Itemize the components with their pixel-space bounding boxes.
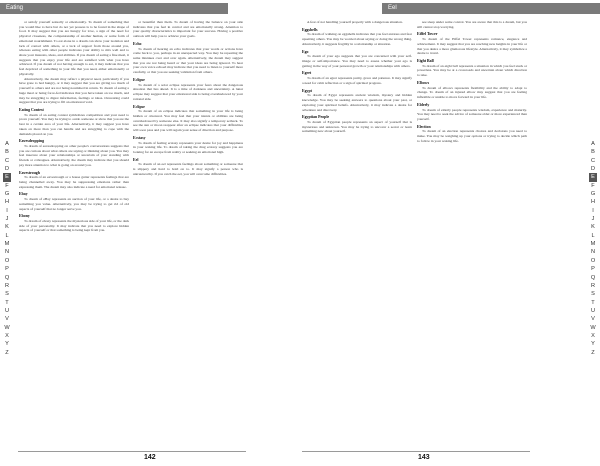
entry-paragraph: Alternatively, the dream may reflect a physical need, particularly if you have gone to bed hungry, or it may suggest that you are giving too much of yourself to others and are not being nourished in return. To dream of eating a huge meal or being force-fed indicates that you have taken on too much, and may be struggling to digest information, feelings or ideas. Overeating could suggest that you are trying to fill an emotional void. bbox=[19, 76, 129, 105]
entry-heading: Ego bbox=[302, 49, 309, 54]
alphabet-letter-y: Y bbox=[5, 341, 9, 348]
entry-paragraph: A fear of not handling yourself properly with a dangerous situation. bbox=[307, 20, 403, 24]
alphabet-letter-j: J bbox=[5, 216, 9, 223]
text-column-1 bbox=[19, 20, 129, 233]
entry-paragraph: To dream of an eight ball represents a situation in which you feel stuck or powerless. You may be at a crossroads and uncertain about which direction to take. bbox=[417, 63, 527, 78]
alphabet-letter-y: Y bbox=[591, 341, 595, 348]
alphabet-letter-z: Z bbox=[5, 349, 9, 356]
entry-paragraph: see sleep under some control. You are aware that this is a dream, but you still cannot stop worrying. bbox=[417, 20, 527, 29]
entry-heading: Egyptian People bbox=[302, 115, 330, 120]
alphabet-letter-g: G bbox=[4, 191, 10, 198]
alphabet-letter-c: C bbox=[590, 157, 596, 164]
entry-heading: Eiffel Tower bbox=[417, 32, 438, 37]
entry-paragraph: To dream of an eavestrough or a house gutter represents feelings that are being channelled away. You may be suppressing emotions rather than expressing them. The dream may also indicate a need for emotional release. bbox=[19, 175, 129, 189]
alphabet-letter-v: V bbox=[5, 316, 9, 323]
alphabet-letter-e: E bbox=[589, 173, 597, 181]
entry-heading: Echo bbox=[133, 41, 142, 46]
text-column-2 bbox=[417, 20, 527, 144]
entry-paragraph: To dream of eBay represents an auction of your life, or a desire to buy something you value. Alternatively, you may be trying to get rid of old aspects of yourself that no longer serve you. bbox=[19, 197, 129, 211]
alphabet-letter-b: B bbox=[5, 149, 9, 156]
entry-paragraph: To dream of Egypt represents ancient wisdom, mystery and hidden knowledge. You may be seeking answers to questions about your past, or exploring your spiritual beliefs. Alternatively, it may indicate a desire for adventure and discovery. bbox=[302, 93, 412, 112]
entry-paragraph: or satisfy yourself sexually or emotionally. To dream of something that you would like to have but do not yet possess is to be found in the shape of food. It may suggest that you are hungry for love, a sign of the need for physical closeness, the companionship of another human, or some form of emotional nourishment. To eat alone in a dream can show your isolation and lack of contact with others, or a lack of support from those around you, whereas eating with other people indicates your ability to mix well and to share your interests, ideas, and abilities. If you dream of eating a fine meal, it suggests that you enjoy your life and are satisfied with what you have achieved. If you dream of not having enough to eat, it may indicate that you feel deprived of something in your life that you need, either emotionally or physically. bbox=[19, 20, 129, 76]
alphabet-letter-z: Z bbox=[591, 349, 595, 356]
entry-heading: Ebony bbox=[19, 214, 30, 219]
alphabet-letter-d: D bbox=[590, 166, 596, 173]
page-number: 143 bbox=[418, 454, 430, 461]
alphabet-letter-i: I bbox=[6, 207, 8, 214]
entry-paragraph: or beautiful than them. To dream of having the balance on your side indicates that you feel in control and are emotionally strong. Attention to your quality characteristics is important for your success. Having a positive outlook will help you to achieve your goals. bbox=[133, 20, 243, 39]
alphabet-letter-v: V bbox=[591, 316, 595, 323]
alphabet-letter-x: X bbox=[591, 332, 595, 339]
alphabet-letter-u: U bbox=[590, 307, 596, 314]
entry-heading: Eggshells bbox=[302, 27, 318, 32]
entry-paragraph: To dream of walking on eggshells indicates that you feel anxious and fear upsetting others. You may be worried about saying or doing the wrong thing. Alternatively, it suggests fragility in a relationship or situation. bbox=[302, 32, 412, 46]
entry-paragraph: To dream of a solar eclipse represents your fears about the dangerous situation that lies ahead. It is a time of darkness and uncertainty. A lunar eclipse may suggest that your emotional side is being overshadowed by your rational side. bbox=[133, 82, 243, 101]
alphabet-letter-t: T bbox=[591, 299, 595, 306]
entry-paragraph: To dream of an eating contest symbolizes competition and your need to prove yourself. You may be trying to outdo someone or show that you are the best in a certain area of your life. Alternatively, it may suggest you have taken on more than you can handle and are struggling to cope with the demands placed on you. bbox=[19, 112, 129, 136]
alphabet-letter-x: X bbox=[5, 332, 9, 339]
alphabet-letter-f: F bbox=[5, 182, 9, 189]
entry-heading: Election bbox=[417, 124, 431, 129]
alphabet-letter-t: T bbox=[5, 299, 9, 306]
entry-heading: Eating Contest bbox=[19, 107, 44, 112]
alphabet-letter-n: N bbox=[590, 249, 596, 256]
running-header: Eel bbox=[382, 3, 600, 14]
entry-paragraph: To dream of the Eiffel Tower represents romance, elegance and achievement. It may suggest that you are reaching new heights in your life or that you desire a more glamorous lifestyle. Alternatively, it may symbolize a desire to travel. bbox=[417, 37, 527, 56]
alphabet-letter-o: O bbox=[590, 257, 596, 264]
alphabet-letter-m: M bbox=[4, 241, 10, 248]
alphabet-letter-r: R bbox=[590, 282, 596, 289]
alphabet-letter-k: K bbox=[591, 224, 595, 231]
text-column-2 bbox=[133, 20, 243, 177]
alphabet-letter-q: Q bbox=[590, 274, 596, 281]
alphabet-letter-l: L bbox=[5, 232, 9, 239]
entry-paragraph: To dream of feeling ecstasy represents your desire for joy and happiness in your waking life. To dream of taking the drug ecstasy suggests you are looking for an escape from reality or seeking an emotional high. bbox=[133, 140, 243, 154]
entry-heading: Eavestrough bbox=[19, 170, 40, 175]
alphabet-letter-s: S bbox=[5, 291, 9, 298]
entry-paragraph: To dream of your ego suggests that you are concerned with your self-image or self-importance. You may need to assess whether your ego is getting in the way of your personal growth or your relationships with others. bbox=[302, 54, 412, 68]
alphabet-letter-k: K bbox=[5, 224, 9, 231]
alphabet-letter-m: M bbox=[590, 241, 596, 248]
entry-paragraph: To dream of elbows represents flexibility and the ability to adapt to change. To dream of an injured elbow may suggest that you are feeling inflexible or unable to move forward in your life. bbox=[417, 85, 527, 100]
entry-paragraph: To dream of an eclipse indicates that something in your life is being hidden or obscured. You may feel that your talents or abilities are being overshadowed by someone else. It may also signify a temporary setback. To see the sun or moon reappear after an eclipse indicates that your difficulties will soon pass and you will regain your sense of direction and purpose. bbox=[133, 109, 243, 133]
entry-heading: Egypt bbox=[302, 88, 312, 93]
alphabet-letter-a: A bbox=[591, 141, 595, 147]
alphabet-letter-f: F bbox=[591, 182, 595, 189]
page-number: 142 bbox=[144, 454, 156, 461]
entry-heading: Elderly bbox=[417, 102, 430, 107]
alphabet-letter-g: G bbox=[590, 191, 596, 198]
entry-heading: Eight Ball bbox=[417, 59, 434, 64]
alphabet-letter-w: W bbox=[4, 324, 10, 331]
entry-paragraph: To dream of elderly people represents wisdom, experience and maturity. You may need to seek the advice of someone older or more experienced than yourself. bbox=[417, 107, 527, 121]
entry-heading: Eel bbox=[133, 157, 139, 162]
alphabet-letter-j: J bbox=[591, 216, 595, 223]
entry-heading: Eclipse bbox=[133, 77, 145, 82]
alphabet-letter-i: I bbox=[592, 207, 594, 214]
alphabet-letter-d: D bbox=[4, 166, 10, 173]
entry-paragraph: To dream of an election represents choices and decisions you need to make. You may be weighing up your options or trying to decide which path to follow in your waking life. bbox=[417, 129, 527, 143]
entry-paragraph: To dream of Egyptian people represents an aspect of yourself that is mysterious and unknown. You may be trying to uncover a secret or learn something new about yourself. bbox=[302, 119, 412, 134]
alphabet-letter-h: H bbox=[590, 199, 596, 206]
entry-heading: Egret bbox=[302, 71, 312, 76]
alphabet-letter-a: A bbox=[5, 141, 9, 147]
alphabet-letter-b: B bbox=[591, 149, 595, 156]
alphabet-letter-w: W bbox=[590, 324, 596, 331]
alphabet-letter-n: N bbox=[4, 249, 10, 256]
alphabet-letter-q: Q bbox=[4, 274, 10, 281]
alphabet-letter-u: U bbox=[4, 307, 10, 314]
alphabet-letter-o: O bbox=[4, 257, 10, 264]
entry-paragraph: To dream of an egret represents purity, grace and patience. It may signify a need for calm reflection or a sign of spiritual progress. bbox=[302, 76, 412, 85]
alphabet-index-right bbox=[589, 140, 597, 357]
alphabet-letter-p: P bbox=[591, 266, 595, 273]
running-header: Eating bbox=[0, 3, 228, 14]
right-page bbox=[300, 0, 600, 466]
alphabet-letter-s: S bbox=[591, 291, 595, 298]
entry-paragraph: To dream of hearing an echo indicates that your words or actions have come back to you, perhaps in an unexpected way. You may be repeating the same mistakes over and over again. Alternatively, the dream may suggest that you are not being heard or that your ideas are being ignored. To hear your own voice echoed may indicate that you need to listen to yourself more carefully, or that you are seeking validation from others. bbox=[133, 46, 243, 75]
entry-heading: Eavesdropping bbox=[19, 139, 45, 144]
entry-paragraph: To dream of ebony represents the mysterious side of your life, or the dark side of your personality. It may indicate that you need to explore hidden aspects of yourself or that something is being kept from you. bbox=[19, 219, 129, 233]
alphabet-letter-h: H bbox=[4, 199, 10, 206]
alphabet-letter-c: C bbox=[4, 157, 10, 164]
footer-rule bbox=[302, 451, 530, 452]
entry-heading: Ecstasy bbox=[133, 135, 146, 140]
footer-rule bbox=[18, 451, 246, 452]
entry-heading: Elbows bbox=[417, 80, 430, 85]
alphabet-letter-p: P bbox=[5, 266, 9, 273]
text-column-1 bbox=[302, 20, 412, 134]
alphabet-letter-l: L bbox=[591, 232, 595, 239]
entry-heading: Ebay bbox=[19, 192, 28, 197]
alphabet-letter-r: R bbox=[4, 282, 10, 289]
alphabet-index-left bbox=[3, 140, 11, 357]
entry-paragraph: To dream of an eel represents feelings about something or someone that is slippery and hard to hold on to. It may signify a person who is untrustworthy. If you catch the eel, you will overcome difficulties. bbox=[133, 162, 243, 176]
entry-paragraph: To dream of eavesdropping on other people's conversations suggests that you are curious about what others are saying or thinking about you. You may feel insecure about your relationships or uncertain of your standing with friends or colleagues. Alternatively, the dream may indicate that you should pay more attention to what is going on around you. bbox=[19, 143, 129, 167]
entry-heading: Eclipse bbox=[133, 104, 145, 109]
alphabet-letter-e: E bbox=[3, 173, 11, 181]
